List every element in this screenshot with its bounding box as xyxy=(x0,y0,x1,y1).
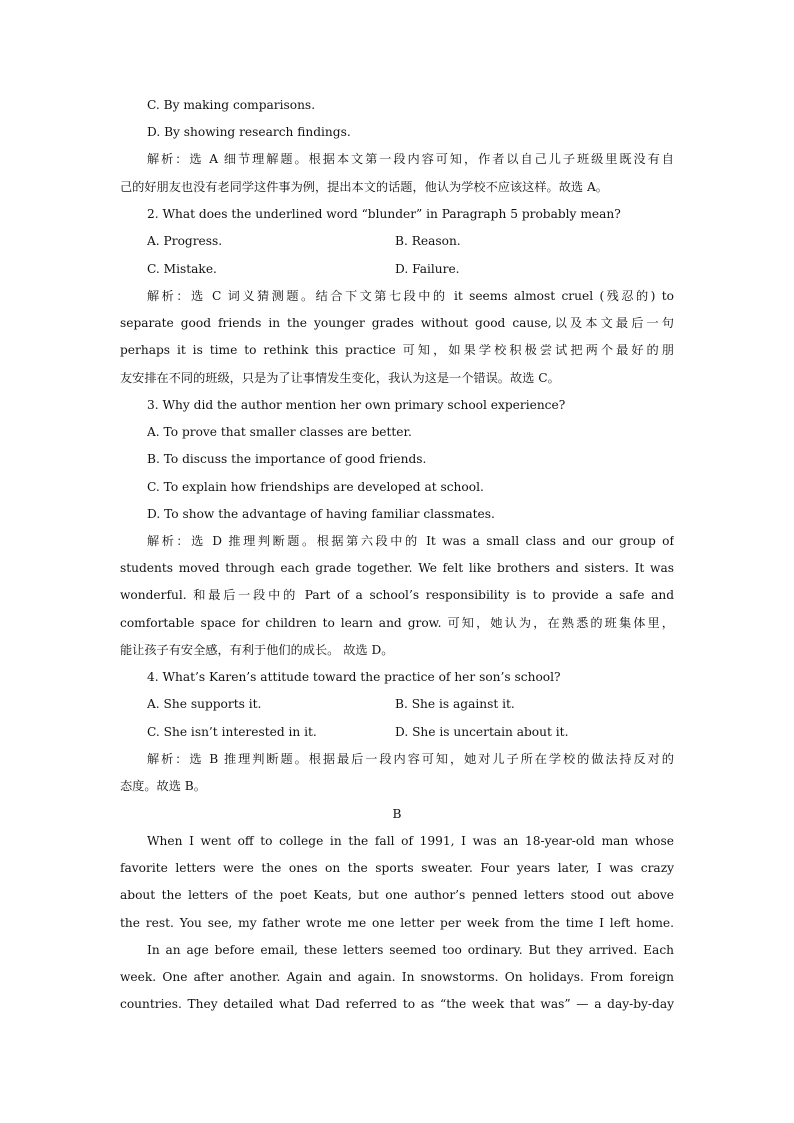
q1-analysis-line-1: 解析：选 A 细节理解题。根据本文第一段内容可知，作者以自己儿子班级里既没有自 xyxy=(147,152,674,166)
q3-option-b: B. To discuss the importance of good friends. xyxy=(147,452,427,466)
q2-option-d: D. Failure. xyxy=(395,262,460,276)
q3-analysis-line-4: comfortable space for children to learn and grow. 可知，她认为，在熟悉的班集体里， xyxy=(120,616,674,630)
q3-option-a: A. To prove that smaller classes are better. xyxy=(147,425,412,439)
passage-b-p1-line-1: When I went off to college in the fall of 1991, I was an 18-year-old man whose xyxy=(147,834,674,848)
passage-b-p2-line-1: In an age before email, these letters seemed too ordinary. But they arrived. Each xyxy=(147,943,674,957)
q4-question: 4. What’s Karen’s attitude toward the practice of her son’s school? xyxy=(147,670,561,684)
q3-analysis-line-5: 能让孩子有安全感，有利于他们的成长。 故选 D。 xyxy=(120,643,394,657)
q4-option-d: D. She is uncertain about it. xyxy=(395,725,569,739)
q2-analysis-line-3: perhaps it is time to rethink this practice 可知，如果学校积极尝试把两个最好的朋 xyxy=(120,343,674,357)
q3-analysis-line-3: wonderful. 和最后一段中的 Part of a school’s responsibility is to provide a safe and xyxy=(120,588,674,602)
passage-b-p1-line-3: about the letters of the poet Keats, but one author’s penned letters stood out above xyxy=(120,888,674,902)
q3-option-d: D. To show the advantage of having familiar classmates. xyxy=(147,507,495,521)
q2-analysis-line-2: separate good friends in the younger grades without good cause,以及本文最后一句 xyxy=(120,316,674,330)
q4-option-a: A. She supports it. xyxy=(147,697,262,711)
q3-analysis-line-2: students moved through each grade together. We felt like brothers and sisters. It was xyxy=(120,561,674,575)
passage-b-p2-line-2: week. One after another. Again and again. In snowstorms. On holidays. From foreign xyxy=(120,970,674,984)
q1-option-d: D. By showing research findings. xyxy=(147,125,351,139)
q3-option-c: C. To explain how friendships are developed at school. xyxy=(147,480,484,494)
q3-question: 3. Why did the author mention her own primary school experience? xyxy=(147,398,566,412)
q2-question: 2. What does the underlined word “blunder” in Paragraph 5 probably mean? xyxy=(147,207,621,221)
q2-option-c: C. Mistake. xyxy=(147,262,217,276)
q4-analysis-line-2: 态度。故选 B。 xyxy=(120,779,206,793)
q4-option-c: C. She isn’t interested in it. xyxy=(147,725,317,739)
q2-option-b: B. Reason. xyxy=(395,234,461,248)
q2-option-a: A. Progress. xyxy=(147,234,223,248)
passage-b-p1-line-4: the rest. You see, my father wrote me one letter per week from the time I left home. xyxy=(120,916,674,930)
passage-b-p2-line-3: countries. They detailed what Dad referred to as “the week that was” — a day-by-day xyxy=(120,997,674,1011)
q2-analysis-line-1: 解析：选 C 词义猜测题。结合下文第七段中的 it seems almost cruel (残忍的) to xyxy=(147,289,674,303)
q1-option-c: C. By making comparisons. xyxy=(147,98,316,112)
q4-analysis-line-1: 解析：选 B 推理判断题。根据最后一段内容可知，她对儿子所在学校的做法持反对的 xyxy=(147,752,674,766)
q1-analysis-line-2: 己的好朋友也没有老同学这件事为例，提出本文的话题，他认为学校不应该这样。故选 A。 xyxy=(120,180,608,194)
passage-b-p1-line-2: favorite letters were the ones on the sports sweater. Four years later, I was crazy xyxy=(120,861,674,875)
section-b-heading: B xyxy=(392,807,402,821)
q4-option-b: B. She is against it. xyxy=(395,697,515,711)
q2-analysis-line-4: 友安排在不同的班级，只是为了让事情发生变化，我认为这是一个错误。故选 C。 xyxy=(120,371,560,385)
q3-analysis-line-1: 解析：选 D 推理判断题。根据第六段中的 It was a small class and our group of xyxy=(147,534,674,548)
